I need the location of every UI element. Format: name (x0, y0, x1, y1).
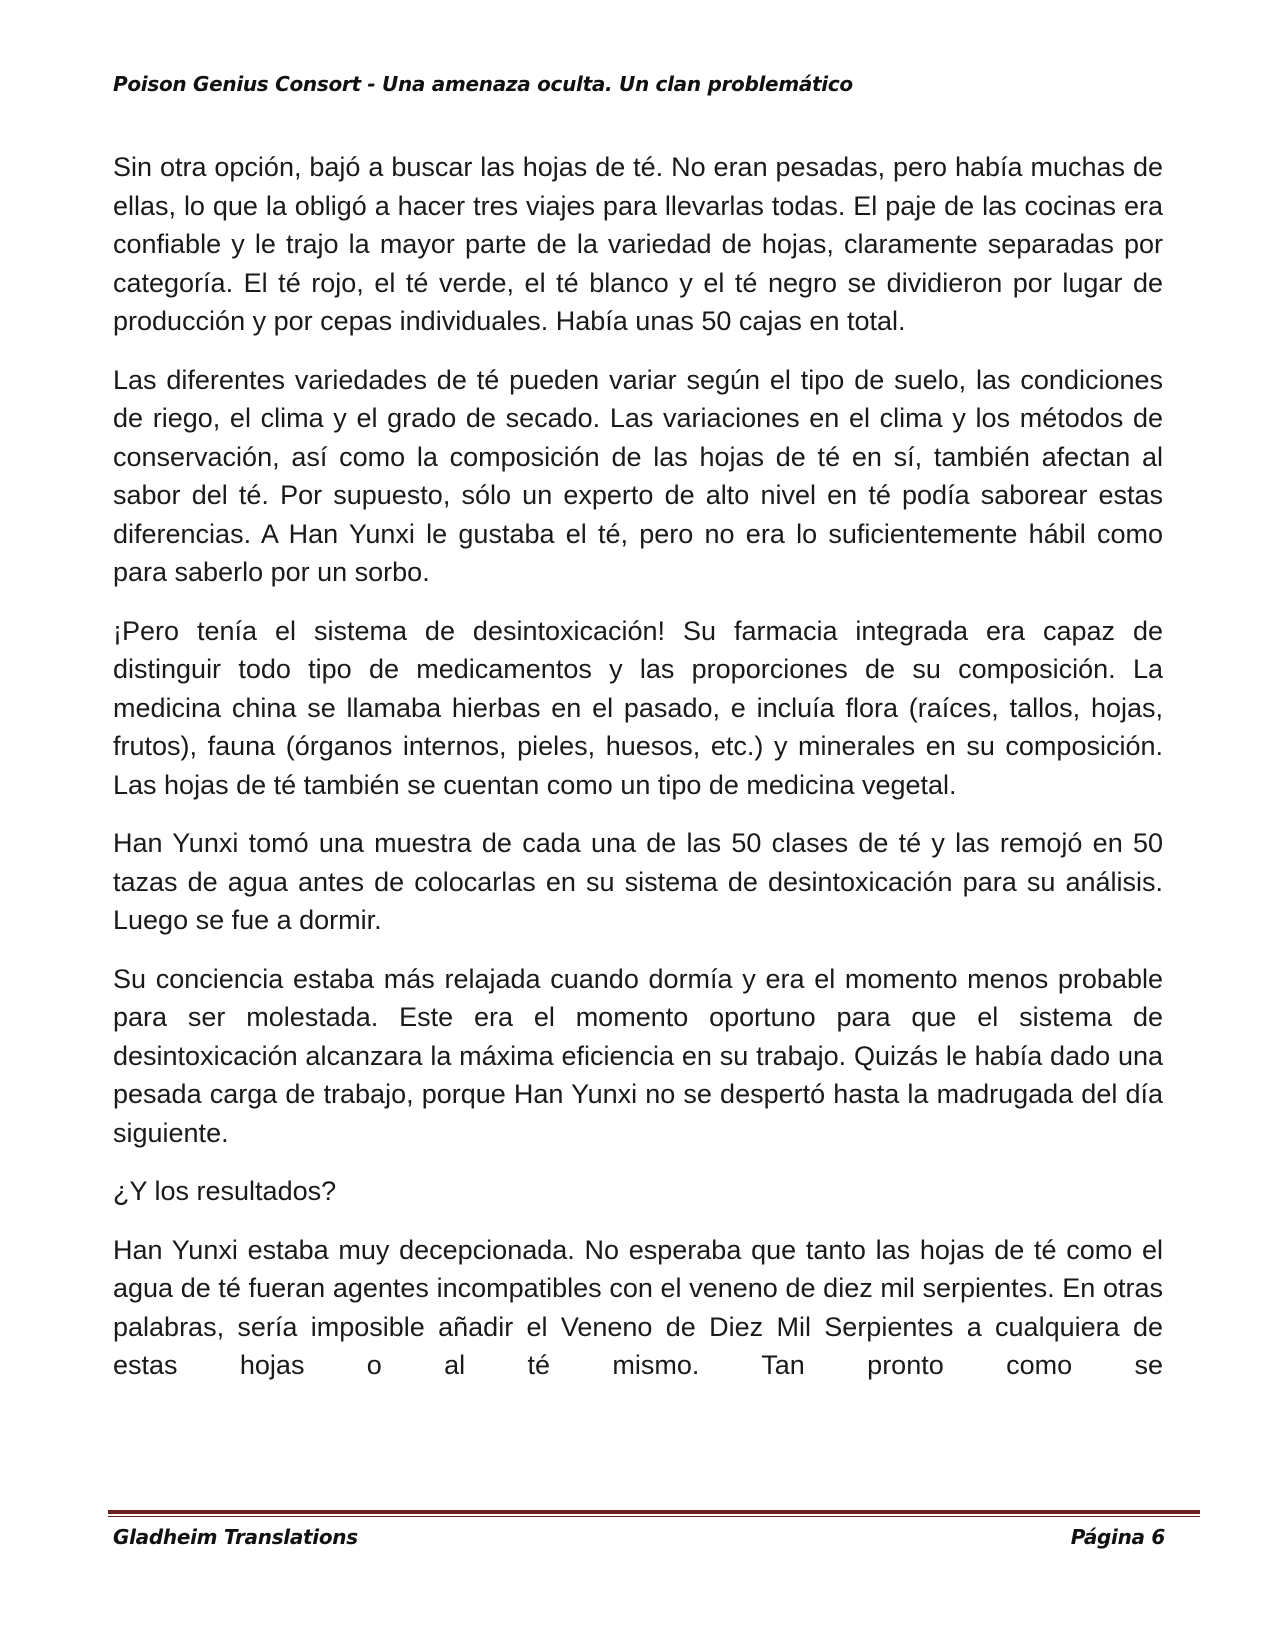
paragraph-4: Han Yunxi tomó una muestra de cada una de las 50 clases de té y las remojó en 50 tazas de agua antes de colocarlas en su sistema de desintoxicación para su análisis. Luego se fue a dormir. (113, 828, 1163, 935)
paragraph-2: Las diferentes variedades de té pueden variar según el tipo de suelo, las condiciones de riego, el clima y el grado de secado. Las variaciones en el clima y los métodos de conservación, así como la composición de las hojas de té en sí, también afectan al sabor del té. Por supuesto, sólo un experto de alto nivel en té podía saborear estas diferencias. A Han Yunxi le gustaba el té, pero no era lo suficientemente hábil como para saberlo por un sorbo. (113, 364, 1163, 587)
footer-publisher: Gladheim Translations (113, 1525, 358, 1549)
paragraph-6: ¿Y los resultados? (113, 1176, 337, 1206)
paragraph-5: Su conciencia estaba más relajada cuando dormía y era el momento menos probable para ser molestada. Este era el momento oportuno para que el sistema de desintoxicación alcanzara la máxima eficiencia en su trabajo. Quizás le había dado una pesada carga de trabajo, porque Han Yunxi no se despertó hasta la madrugada del día siguiente. (113, 963, 1163, 1148)
footer-page-number: Página 6 (1070, 1525, 1165, 1549)
page-body (113, 148, 1163, 1405)
footer-divider (108, 1510, 1200, 1517)
paragraph-1: Sin otra opción, bajó a buscar las hojas de té. No eran pesadas, pero había muchas de ellas, lo que la obligó a hacer tres viajes para llevarlas todas. El paje de las cocinas era confiable y le trajo la mayor parte de la variedad de hojas, claramente separadas por categoría. El té rojo, el té verde, el té blanco y el té negro se dividieron por lugar de producción y por cepas individuales. Había unas 50 cajas en total. (113, 152, 1163, 336)
paragraph-7: Han Yunxi estaba muy decepcionada. No esperaba que tanto las hojas de té como el agua de té fueran agentes incompatibles con el veneno de diez mil serpientes. En otras palabras, sería imposible añadir el Veneno de Diez Mil Serpientes a cualquiera de estas hojas o al té mismo. Tan pronto como se (113, 1234, 1163, 1380)
footer-divider-thin (108, 1516, 1200, 1517)
paragraph-3: ¡Pero tenía el sistema de desintoxicación! Su farmacia integrada era capaz de distinguir todo tipo de medicamentos y las proporciones de su composición. La medicina china se llamaba hierbas en el pasado, e incluía flora (raíces, tallos, hojas, frutos), fauna (órganos internos, pieles, huesos, etc.) y minerales en su composición. Las hojas de té también se cuentan como un tipo de medicina vegetal. (113, 615, 1163, 800)
page-header-title: Poison Genius Consort - Una amenaza oculta. Un clan problemático (113, 72, 853, 96)
